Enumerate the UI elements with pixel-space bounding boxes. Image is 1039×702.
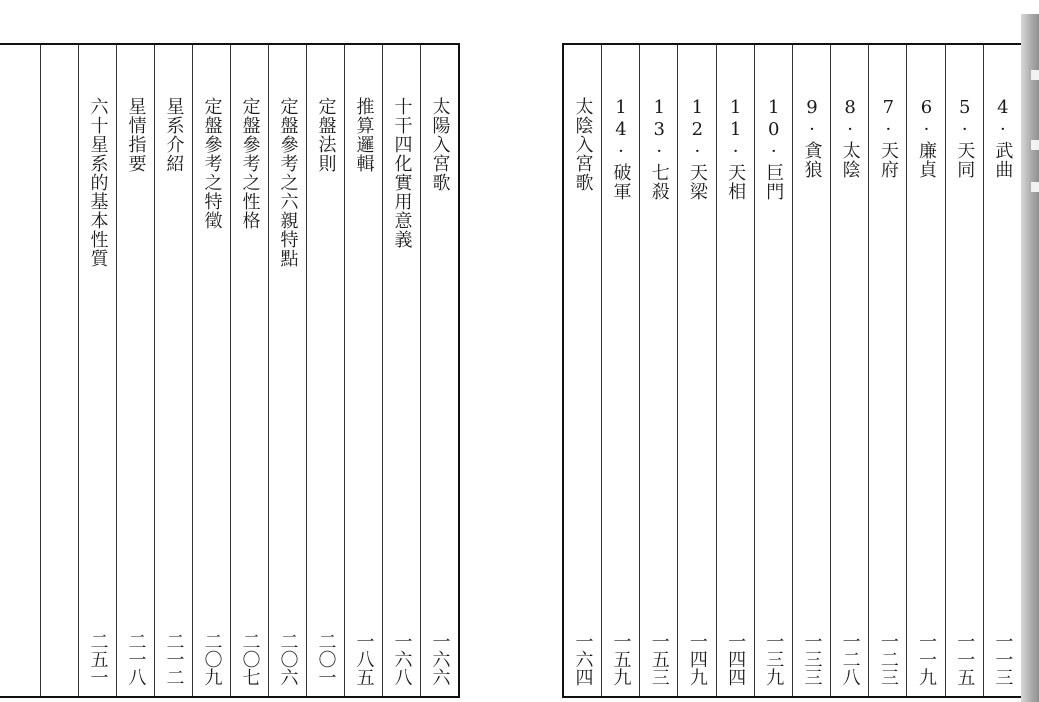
toc-entry-page-number: 一三三	[801, 632, 823, 686]
toc-entry-title: 8·太陰	[839, 97, 861, 179]
toc-entry-title: 6·廉貞	[916, 97, 938, 179]
toc-entry-page-number: 一一三	[992, 632, 1014, 686]
toc-entry-title: 10·巨門	[763, 97, 785, 201]
toc-entry	[78, 45, 116, 696]
book-edge-gutter	[1021, 14, 1039, 702]
toc-entry-page-number: 一五九	[610, 632, 632, 686]
toc-entry-title: 12·天梁	[686, 97, 708, 201]
toc-entry	[983, 45, 1021, 696]
toc-entry	[677, 45, 715, 696]
toc-entry	[230, 45, 268, 696]
toc-entry-page-number: 一五三	[648, 632, 670, 686]
toc-entry	[382, 45, 420, 696]
toc-entry-page-number: 二〇九	[201, 632, 223, 686]
toc-entry	[716, 45, 754, 696]
toc-entry	[601, 45, 639, 696]
toc-entry-page-number: 一四九	[686, 632, 708, 686]
toc-entry	[154, 45, 192, 696]
toc-entry-page-number: 二〇一	[315, 632, 337, 686]
toc-right-page	[562, 43, 1021, 698]
toc-entry-page-number: 一一五	[954, 632, 976, 686]
toc-blank-column	[0, 45, 40, 696]
toc-entry	[639, 45, 677, 696]
toc-entry	[420, 45, 458, 696]
toc-entry	[868, 45, 906, 696]
toc-entry-page-number: 二〇七	[239, 632, 261, 686]
toc-entry-title: 14·破軍	[610, 97, 632, 201]
toc-entry-page-number: 一一九	[916, 632, 938, 686]
toc-entry	[306, 45, 344, 696]
toc-entry-title: 定盤參考之特徵	[201, 97, 223, 230]
toc-entry-page-number: 一四四	[725, 632, 747, 686]
toc-entry-title: 定盤參考之六親特點	[277, 97, 299, 268]
toc-entry-page-number: 一六四	[572, 632, 594, 686]
toc-entry	[906, 45, 944, 696]
book-edge-mark	[1031, 70, 1039, 80]
toc-blank-column	[40, 45, 78, 696]
toc-entry	[344, 45, 382, 696]
toc-entry	[945, 45, 983, 696]
toc-entry-title: 11·天相	[725, 97, 747, 201]
toc-entry-page-number: 一六八	[391, 632, 413, 686]
toc-entry-page-number: 一六六	[429, 632, 451, 686]
toc-entry-title: 星系介紹	[163, 97, 185, 173]
toc-entry-title: 六十星系的基本性質	[87, 97, 109, 268]
toc-entry	[268, 45, 306, 696]
toc-entry-page-number: 一八五	[353, 632, 375, 686]
toc-entry-title: 9·貪狼	[801, 97, 823, 179]
toc-entry-title: 太陽入宮歌	[429, 97, 451, 192]
toc-entry	[754, 45, 792, 696]
toc-entry-title: 13·七殺	[648, 97, 670, 201]
toc-entry-title: 星情指要	[125, 97, 147, 173]
toc-left-page	[0, 43, 460, 698]
toc-entry	[792, 45, 830, 696]
toc-entry-title: 7·天府	[877, 97, 899, 179]
toc-entry-page-number: 二〇六	[277, 632, 299, 686]
toc-entry-title: 4·武曲	[992, 97, 1014, 179]
toc-entry	[116, 45, 154, 696]
toc-entry-title: 太陰入宮歌	[572, 97, 594, 192]
toc-entry-page-number: 二一二	[163, 632, 185, 686]
toc-entry-title: 定盤法則	[315, 97, 337, 173]
toc-entry-page-number: 二五一	[87, 632, 109, 686]
toc-entry-title: 定盤參考之性格	[239, 97, 261, 230]
toc-entry-page-number: 一二三	[877, 632, 899, 686]
toc-entry-title: 5·天同	[954, 97, 976, 179]
toc-entry-title: 十干四化實用意義	[391, 97, 413, 249]
toc-entry-page-number: 二一八	[125, 632, 147, 686]
book-edge-mark	[1031, 140, 1039, 150]
toc-entry	[564, 45, 601, 696]
book-edge-mark	[1031, 182, 1039, 192]
toc-entry-page-number: 一三九	[763, 632, 785, 686]
toc-entry-title: 推算邏輯	[353, 97, 375, 173]
toc-entry-page-number: 一二八	[839, 632, 861, 686]
toc-entry	[830, 45, 868, 696]
toc-entry	[192, 45, 230, 696]
